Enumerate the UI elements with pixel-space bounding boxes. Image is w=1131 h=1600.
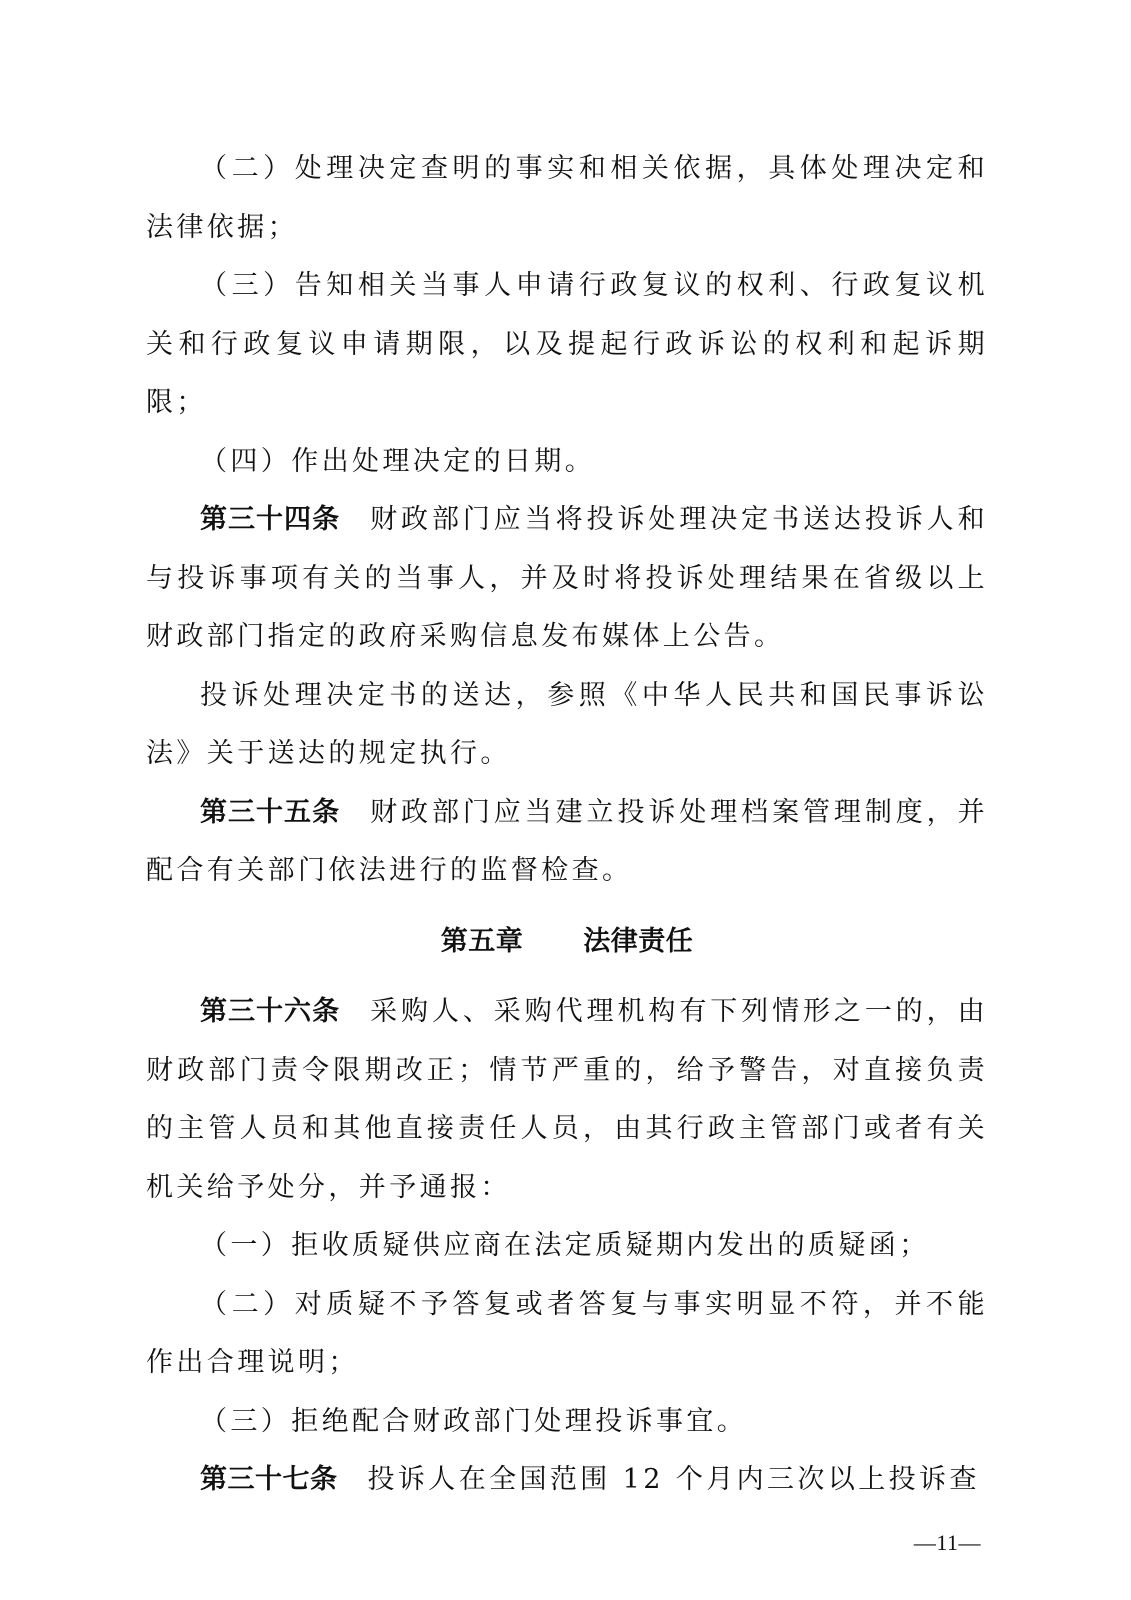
chapter-title: 法律责任	[583, 925, 694, 957]
article-text: 财政部门应当将投诉处理决定书送达投诉人和与投诉事项有关的当事人，并及时将投诉处理结果在省级以上财政部门指定的政府采购信息发布媒体上公告。	[146, 504, 989, 652]
paragraph: 投诉处理决定书的送达，参照《中华人民共和国民事诉讼法》关于送达的规定执行。	[146, 679, 988, 769]
article-text: 投诉人在全国范围 12 个月内三次以上投诉查	[367, 1464, 980, 1495]
article-number: 第三十六条	[200, 996, 341, 1027]
article-35	[146, 784, 988, 901]
chapter-number: 第五章	[440, 925, 524, 957]
list-item: （三）拒绝配合财政部门处理投诉事宜。	[200, 1405, 748, 1437]
list-item: （二）对质疑不予答复或者答复与事实明显不符，并不能作出合理说明；	[146, 1288, 988, 1378]
list-item: （四）作出处理决定的日期。	[200, 445, 596, 477]
article-34	[146, 491, 988, 667]
article-text: 采购人、采购代理机构有下列情形之一的，由财政部门责令限期改正；情节严重的，给予警告，对直接负责的主管人员和其他直接责任人员，由其行政主管部门或者有关机关给予处分，并予通报：	[146, 996, 989, 1203]
page-number: —11—	[913, 1530, 981, 1555]
list-item: （二）处理决定查明的事实和相关依据，具体处理决定和法律依据；	[146, 153, 988, 243]
article-36	[146, 983, 988, 1217]
article-number: 第三十五条	[200, 796, 341, 828]
chapter-heading	[146, 901, 988, 984]
document-body	[146, 140, 988, 1510]
list-item: （三）告知相关当事人申请行政复议的权利、行政复议机关和行政复议申请期限，以及提起行政诉讼的权利和起诉期限；	[146, 270, 988, 418]
article-number: 第三十七条	[200, 1464, 338, 1495]
list-item: （一）拒收质疑供应商在法定质疑期内发出的质疑函；	[200, 1230, 930, 1261]
article-37	[146, 1451, 988, 1510]
article-text: 财政部门应当建立投诉处理档案管理制度，并配合有关部门依法进行的监督检查。	[146, 796, 989, 886]
article-number: 第三十四条	[200, 504, 341, 535]
